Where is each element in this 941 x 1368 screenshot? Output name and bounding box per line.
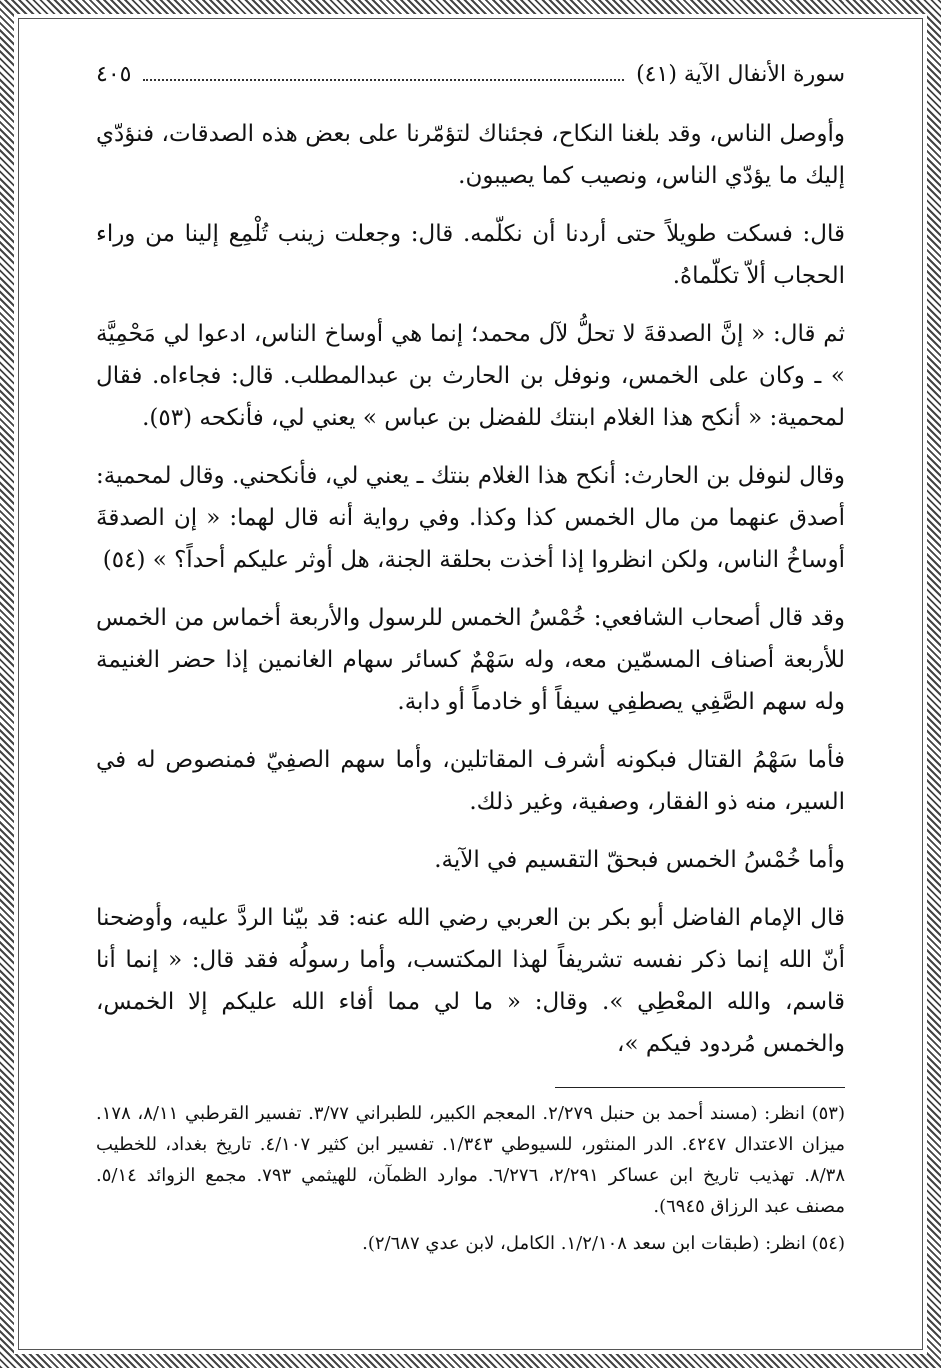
paragraph: فأما سَهْمُ القتال فبكونه أشرف المقاتلين، وأما سهم الصفِيّ فمنصوص له في السير، منه ذو الفقار، وصفية، وغير ذلك. xyxy=(96,747,845,815)
header-dot-leader xyxy=(143,79,624,81)
paragraph: قال: فسكت طويلاً حتى أردنا أن نكلّمه. قال: وجعلت زينب تُلْمِع إلينا من وراء الحجاب ألاّ تكلّماهُ. xyxy=(96,221,845,289)
page-number: ٤٠٥ xyxy=(96,62,132,87)
footnote-separator xyxy=(555,1087,845,1088)
paragraph: وأوصل الناس، وقد بلغنا النكاح، فجئناك لتؤمّرنا على بعض هذه الصدقات، فنؤدّي إليك ما يؤدّي الناس، ونصيب كما يصيبون. xyxy=(96,121,845,189)
paragraph: وأما خُمْسُ الخمس فبحقّ التقسيم في الآية. xyxy=(434,847,845,873)
page-content xyxy=(96,62,845,1265)
footnote: (٥٣) انظر: (مسند أحمد بن حنبل ٢/٢٧٩. المعجم الكبير، للطبراني ٣/٧٧. تفسير القرطبي ٨/١١، ١٧٨. ميزان الاعتدال ٤٢٤٧. الدر المنثور، للسيوطي ١/٣٤٣. تفسير ابن كثير ٤/١٠٧. تاريخ بغداد، للخطيب ٨/٣٨. تهذيب تاريخ ابن عساكر ٢/٢٩١، ٦/٢٧٦. موارد الظمآن، للهيثمي ٧٩٣. مجمع الزوائد ٥/١٤. مصنف عبد الرزاق ٦٩٤٥). xyxy=(96,1103,846,1217)
paragraph: وقد قال أصحاب الشافعي: خُمْسُ الخمس للرسول والأربعة أخماس من الخمس للأربعة أصناف المسمّين معه، وله سَهْمٌ كسائر سهام الغانمين إذا حضر الغنيمة وله سهم الصَّفِي يصطفِي سيفاً أو خادماً أو دابة. xyxy=(96,605,845,715)
footnote: (٥٤) انظر: (طبقات ابن سعد ١/٢/١٠٨. الكامل، لابن عدي ٢/٦٨٧). xyxy=(362,1233,845,1254)
paragraph: ثم قال: « إنَّ الصدقةَ لا تحلُّ لآل محمد؛ إنما هي أوساخ الناس، ادعوا لي مَحْمِيَّة » ـ وكان على الخمس، ونوفل بن الحارث بن عبدالمطلب. قال: فجاءاه. فقال لمحمية: « أنكح هذا الغلام ابنتك للفضل بن عباس » يعني لي، فأنكحه (٥٣). xyxy=(96,321,845,431)
paragraph: قال الإمام الفاضل أبو بكر بن العربي رضي الله عنه: قد بيّنا الردَّ عليه، وأوضحنا أنّ الله إنما ذكر نفسه تشريفاً لهذا المكتسب، وأما رسولُه فقد قال: « إنما أنا قاسم، والله المعْطِي ». وقال: « ما لي مما أفاء الله عليكم إلا الخمس، والخمس مُردود فيكم »، xyxy=(96,905,845,1057)
paragraph: وقال لنوفل بن الحارث: أنكح هذا الغلام بنتك ـ يعني لي، فأنكحني. وقال لمحمية: أصدق عنهما من مال الخمس كذا وكذا. وفي رواية أنه قال لهما: « إن الصدقةَ أوساخُ الناس، ولكن انظروا إذا أخذت بحلقة الجنة، هل أوثر عليكم أحداً؟ » (٥٤) xyxy=(96,463,845,573)
running-title: سورة الأنفال الآية (٤١) xyxy=(636,62,845,87)
running-header xyxy=(96,62,845,87)
